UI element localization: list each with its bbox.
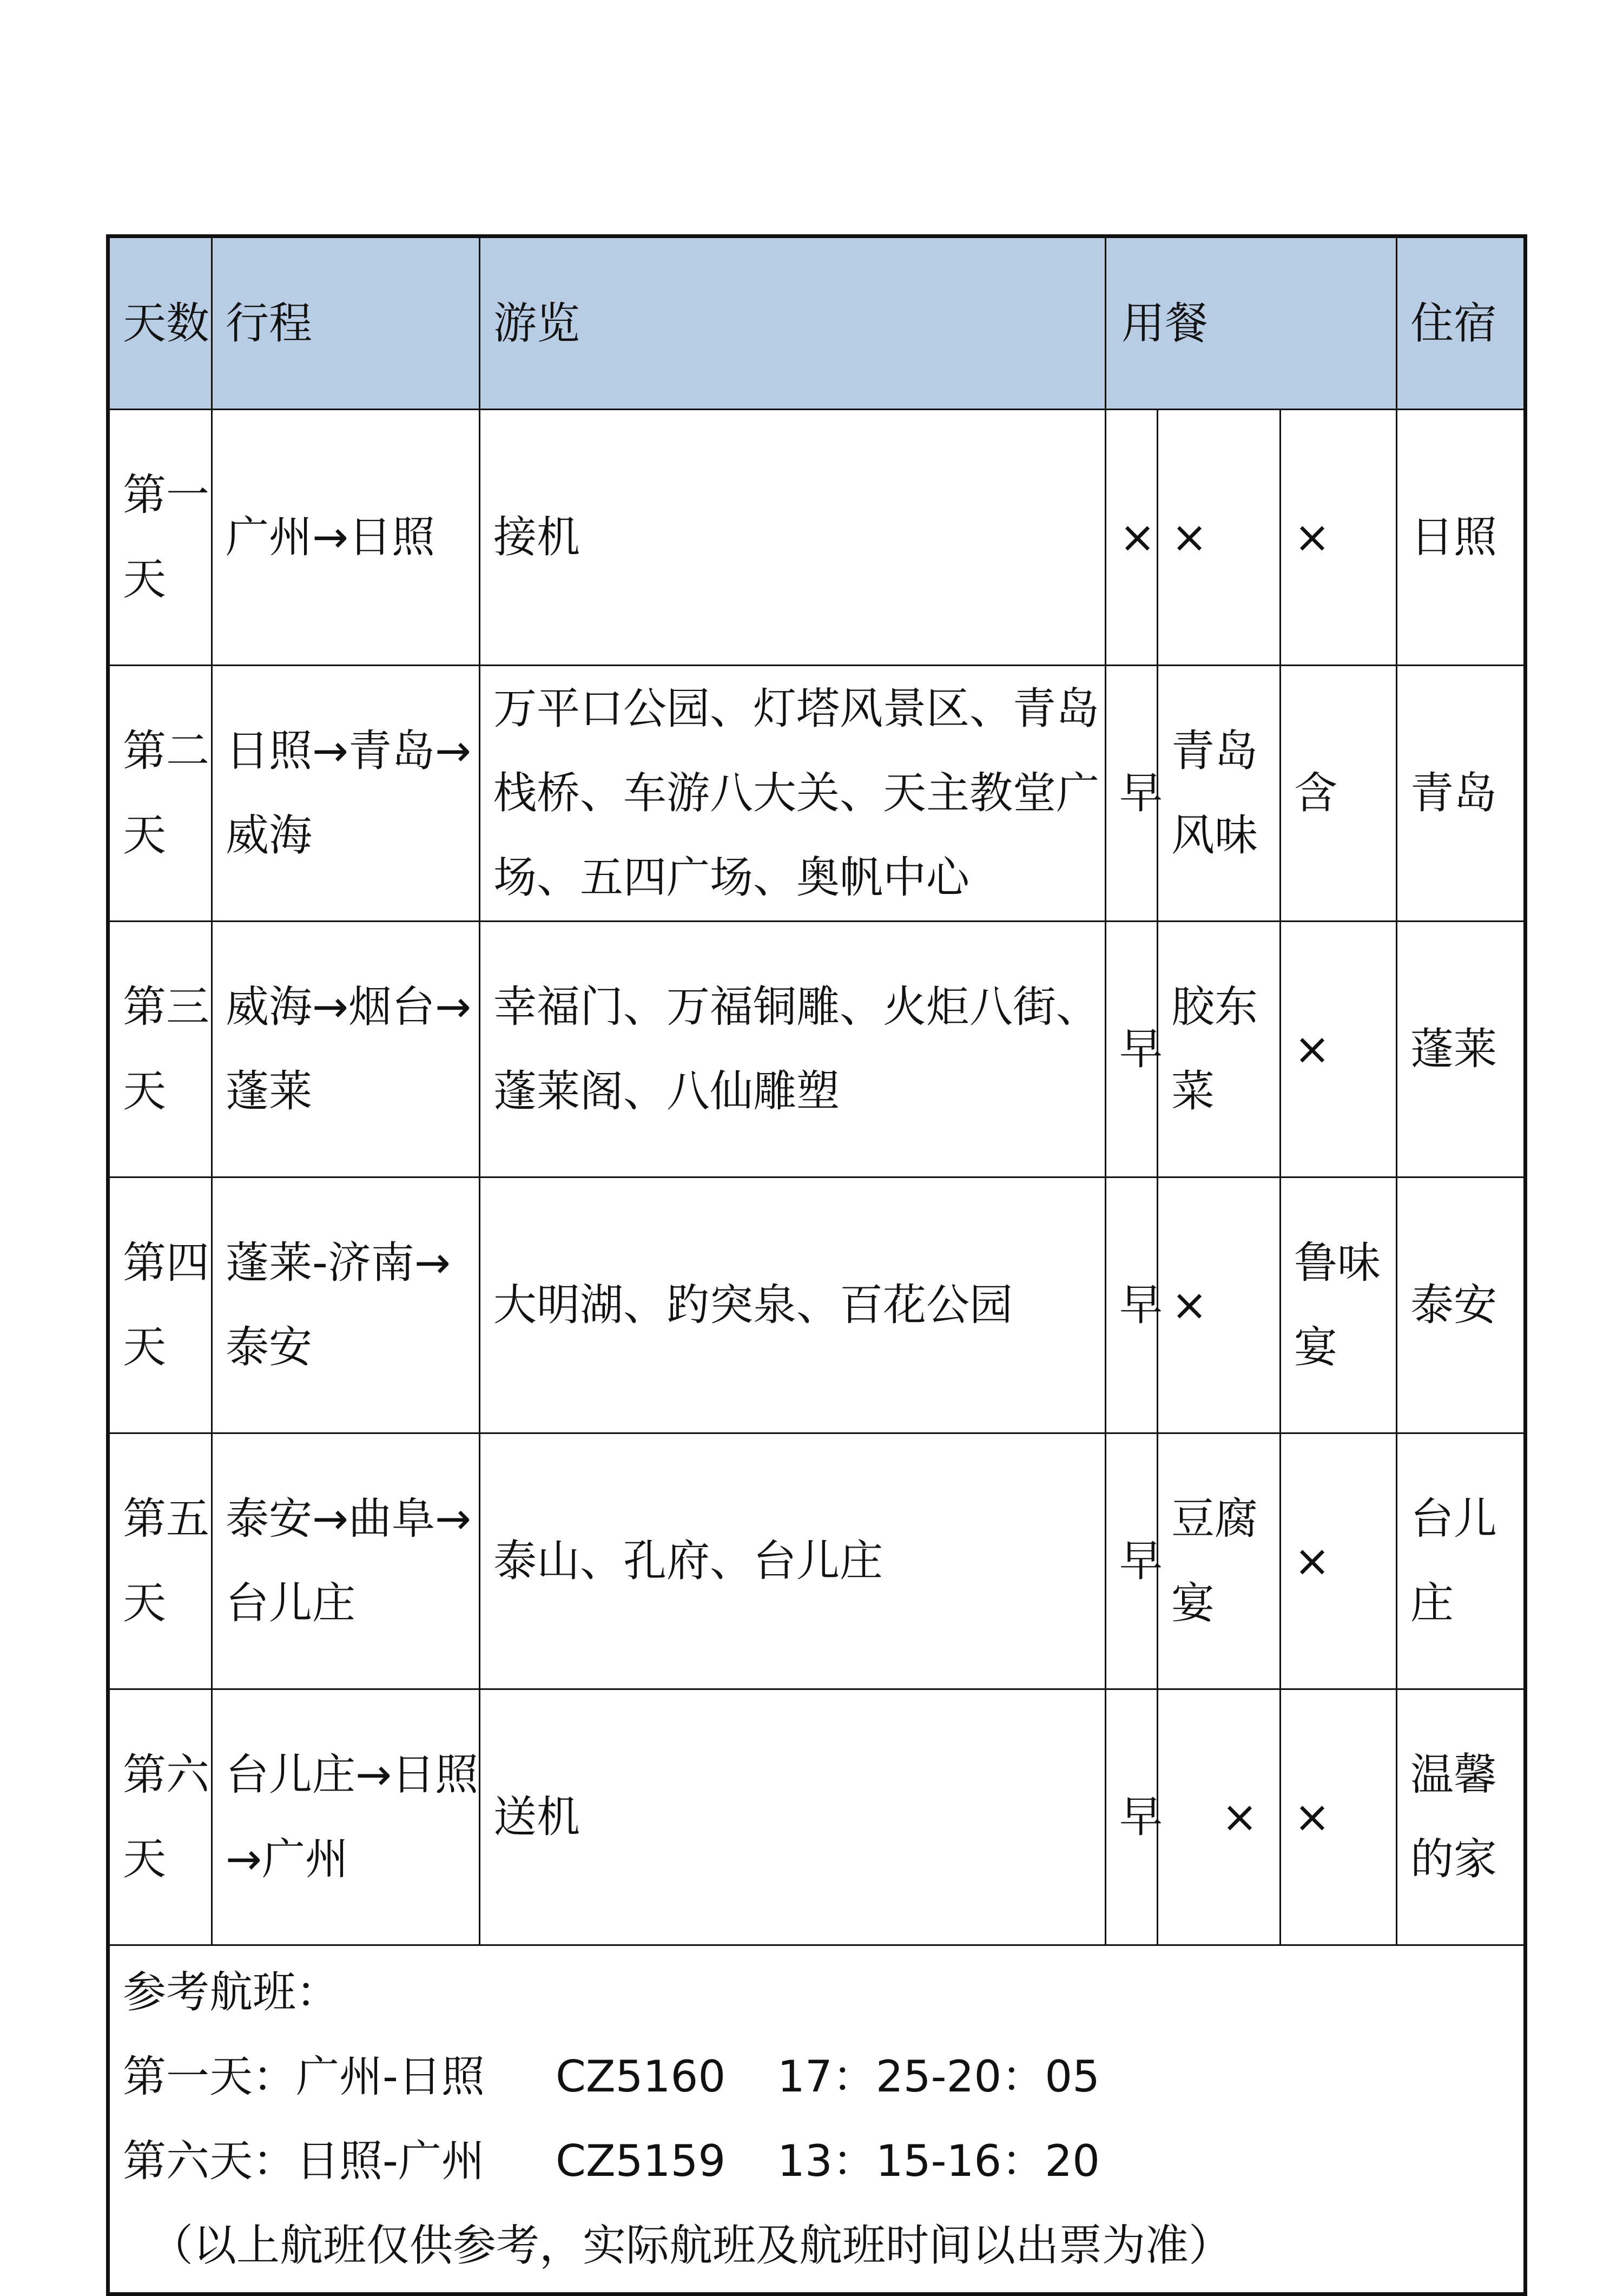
route-cell: 威海→烟台→蓬莱 <box>212 922 480 1177</box>
day-cell: 第一天 <box>108 410 212 666</box>
table-row <box>108 1689 1526 1945</box>
header-lodging: 住宿 <box>1397 236 1526 410</box>
sights-cell: 泰山、孔府、台儿庄 <box>480 1433 1106 1689</box>
sights-cell: 万平口公园、灯塔风景区、青岛栈桥、车游八大关、天主教堂广场、五四广场、奥帆中心 <box>480 666 1106 922</box>
route-cell: 蓬莱-济南→泰安 <box>212 1177 480 1433</box>
route-cell: 泰安→曲阜→台儿庄 <box>212 1433 480 1689</box>
flight-code: CZ5160 <box>556 2051 726 2102</box>
flights-title: 参考航班： <box>123 1967 339 2017</box>
table-header-row <box>108 236 1526 410</box>
flight-day: 第六天：日照-广州 <box>123 2136 485 2186</box>
flights-note: （以上航班仅供参考，实际航班及航班时间以出票为准） <box>150 2220 1232 2271</box>
lunch-cell: 豆腐宴 <box>1158 1433 1281 1689</box>
lodging-cell: 青岛 <box>1397 666 1526 922</box>
breakfast-cell: 早 <box>1106 922 1158 1177</box>
lodging-cell: 日照 <box>1397 410 1526 666</box>
lodging-cell: 台儿庄 <box>1397 1433 1526 1689</box>
day-cell: 第五天 <box>108 1433 212 1689</box>
table-row <box>108 1433 1526 1689</box>
flights-cell <box>108 1945 1526 2294</box>
lunch-cell: 青岛风味 <box>1158 666 1281 922</box>
table-row <box>108 410 1526 666</box>
flight-day: 第一天：广州-日照 <box>123 2051 485 2102</box>
lunch-cell: 胶东菜 <box>1158 922 1281 1177</box>
lodging-cell: 泰安 <box>1397 1177 1526 1433</box>
breakfast-cell: 早 <box>1106 1689 1158 1945</box>
breakfast-cell: 早 <box>1106 1433 1158 1689</box>
table-row <box>108 922 1526 1177</box>
breakfast-cell: × <box>1106 410 1158 666</box>
header-meals: 用餐 <box>1106 236 1397 410</box>
day-cell: 第三天 <box>108 922 212 1177</box>
dinner-cell: 鲁味宴 <box>1281 1177 1397 1433</box>
sights-cell: 幸福门、万福铜雕、火炬八街、蓬莱阁、八仙雕塑 <box>480 922 1106 1177</box>
table-row <box>108 666 1526 922</box>
sights-cell: 送机 <box>480 1689 1106 1945</box>
dinner-cell: × <box>1281 410 1397 666</box>
lodging-cell: 蓬莱 <box>1397 922 1526 1177</box>
route-cell: 日照→青岛→威海 <box>212 666 480 922</box>
breakfast-cell: 早 <box>1106 1177 1158 1433</box>
flight-code: CZ5159 <box>556 2136 726 2186</box>
flight-item <box>123 2035 1523 2119</box>
lodging-cell: 温馨的家 <box>1397 1689 1526 1945</box>
dinner-cell: × <box>1281 1689 1397 1945</box>
lunch-cell: × <box>1158 1689 1281 1945</box>
lunch-cell: × <box>1158 1177 1281 1433</box>
header-route: 行程 <box>212 236 480 410</box>
header-sights: 游览 <box>480 236 1106 410</box>
day-cell: 第二天 <box>108 666 212 922</box>
flights-row <box>108 1945 1526 2294</box>
sights-cell: 大明湖、趵突泉、百花公园 <box>480 1177 1106 1433</box>
dinner-cell: × <box>1281 922 1397 1177</box>
flight-item <box>123 2119 1523 2203</box>
flight-time: 17：25-20：05 <box>777 2051 1100 2102</box>
header-day: 天数 <box>108 236 212 410</box>
dinner-cell: × <box>1281 1433 1397 1689</box>
dinner-cell: 含 <box>1281 666 1397 922</box>
route-cell: 台儿庄→日照→广州 <box>212 1689 480 1945</box>
day-cell: 第四天 <box>108 1177 212 1433</box>
breakfast-cell: 早 <box>1106 666 1158 922</box>
sights-cell: 接机 <box>480 410 1106 666</box>
flight-time: 13：15-16：20 <box>777 2136 1100 2186</box>
route-cell: 广州→日照 <box>212 410 480 666</box>
day-cell: 第六天 <box>108 1689 212 1945</box>
itinerary-table <box>106 234 1527 2296</box>
lunch-cell: × <box>1158 410 1281 666</box>
table-row <box>108 1177 1526 1433</box>
